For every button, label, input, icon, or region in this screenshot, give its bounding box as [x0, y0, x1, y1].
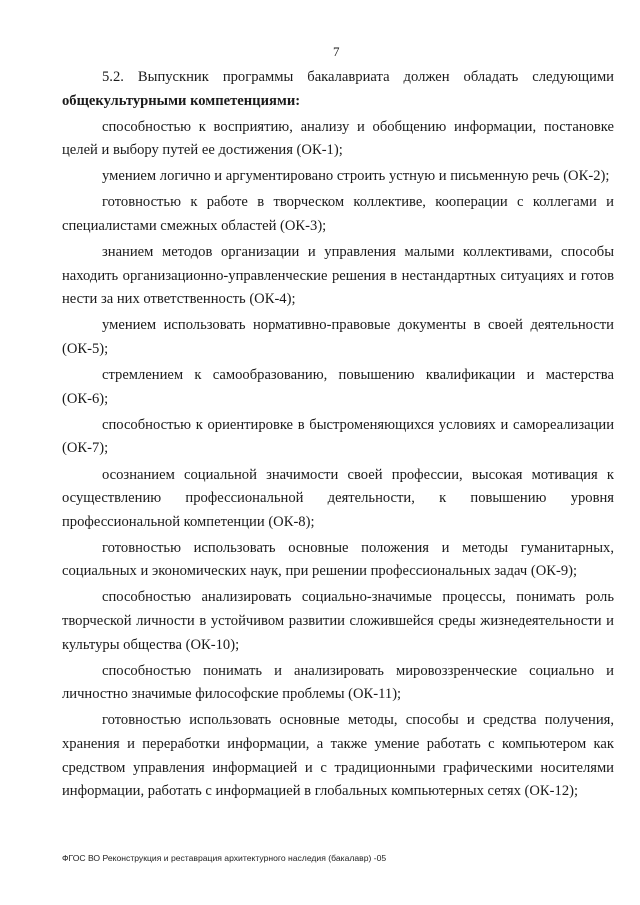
competency-item: готовностью к работе в творческом коллективе, кооперации с коллегами и специалистами смежных областей (ОК-3); [62, 194, 614, 235]
competency-item: знанием методов организации и управления малыми коллективами, способы находить организационно-управленческие решения в нестандартных ситуациях и готов нести за них ответственность (ОК-4); [62, 244, 614, 308]
competency-item: умением логично и аргументировано строить устную и письменную речь (ОК-2); [102, 168, 610, 185]
document-body [62, 66, 614, 806]
competency-item: способностью к ориентировке в быстроменяющихся условиях и самореализации (ОК-7); [62, 416, 614, 457]
competency-item: осознанием социальной значимости своей профессии, высокая мотивация к осуществлению профессиональной деятельности, к повышению уровня профессиональной компетенции (ОК-8); [62, 466, 614, 530]
competency-item: готовностью использовать основные положения и методы гуманитарных, социальных и экономических наук, при решении профессиональных задач (ОК-9); [62, 539, 614, 580]
competency-item: готовностью использовать основные методы, способы и средства получения, хранения и переработки информации, а также умение работать с компьютером как средством управления информацией и с традиционными графическими носителями информации, работать с информацией в глобальных компьютерных сетях (ОК-12); [62, 712, 614, 800]
competency-item: способностью понимать и анализировать мировоззренческие социально и личностно значимые философские проблемы (ОК-11); [62, 662, 614, 703]
section-heading: общекультурными компетенциями: [62, 92, 301, 109]
competency-item: умением использовать нормативно-правовые документы в своей деятельности (ОК-5); [62, 317, 614, 358]
page-number: 7 [333, 44, 340, 59]
competency-item: способностью анализировать социально-значимые процессы, понимать роль творческой личности в устойчивом развитии сложившейся среды жизнедеятельности и культуры общества (ОК-10); [62, 589, 614, 653]
section-intro: 5.2. Выпускник программы бакалавриата должен обладать следующими [102, 69, 614, 85]
competency-item: способностью к восприятию, анализу и обобщению информации, постановке целей и выбору путей ее достижения (ОК-1); [62, 118, 614, 159]
competency-item: стремлением к самообразованию, повышению квалификации и мастерства (ОК-6); [62, 367, 614, 407]
page-footer: ФГОС ВО Реконструкция и реставрация архитектурного наследия (бакалавр) -05 [62, 853, 387, 863]
